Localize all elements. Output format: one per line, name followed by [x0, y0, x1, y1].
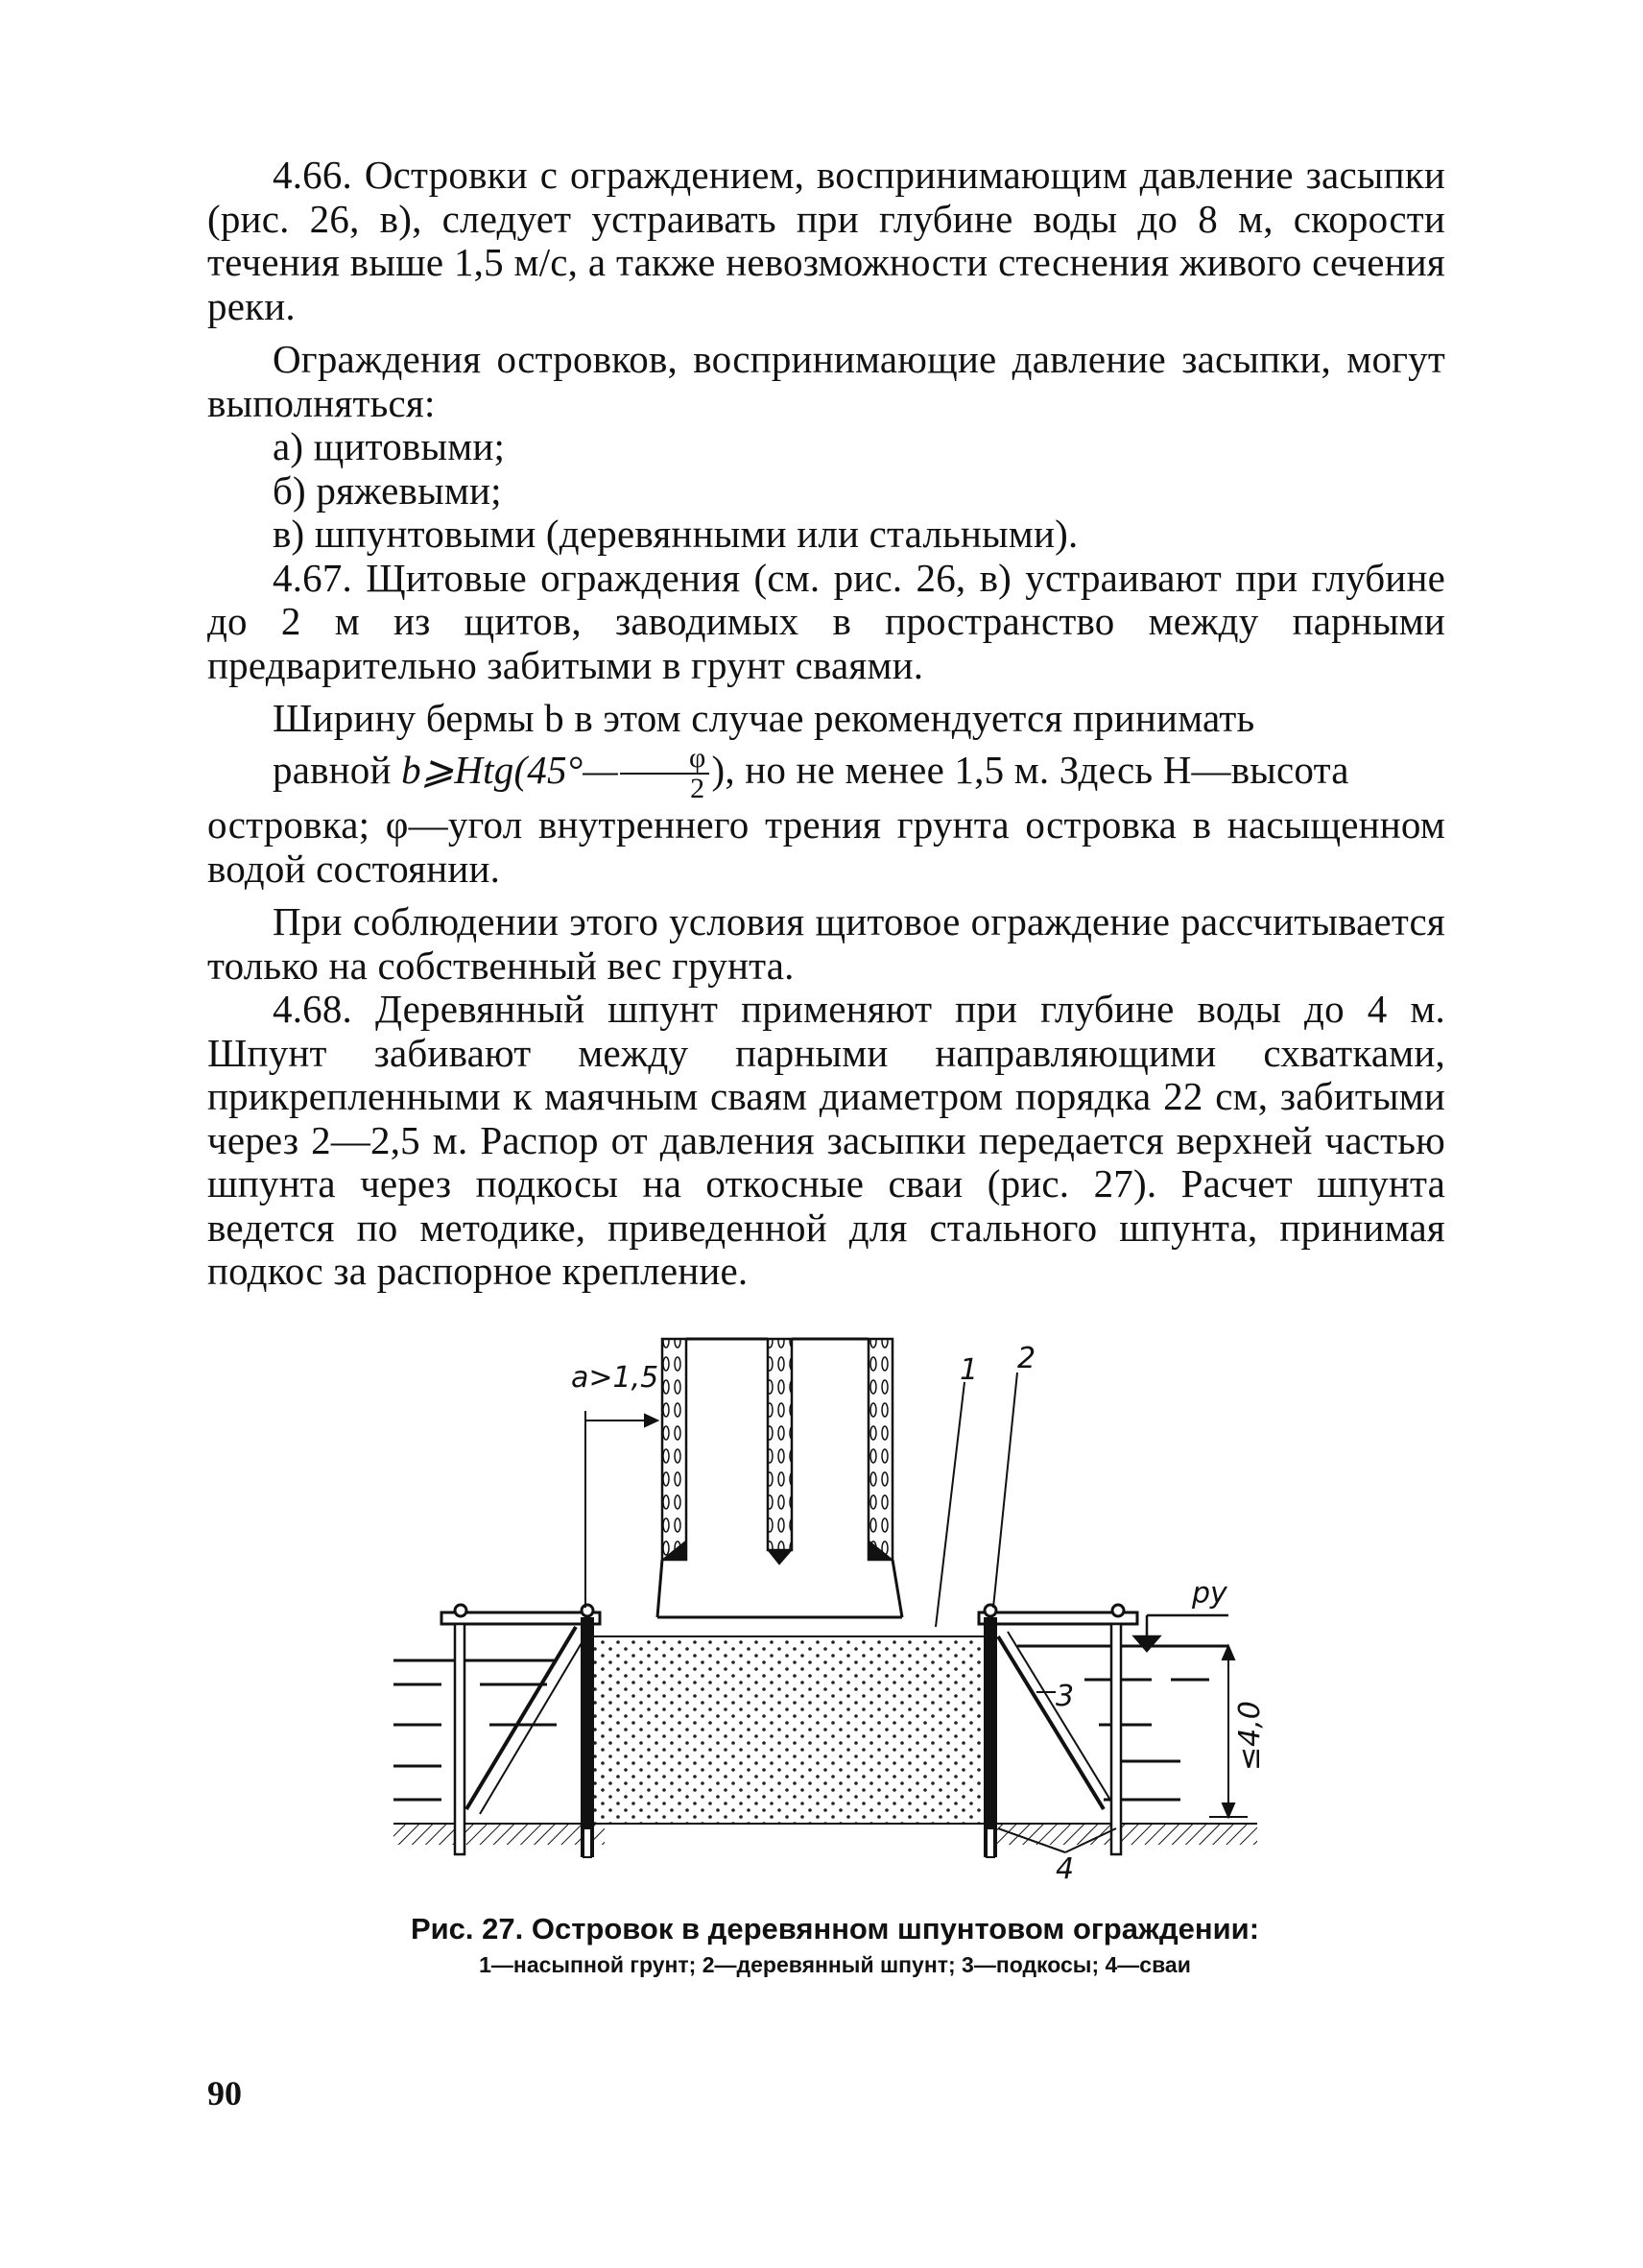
label-sheet-pile: 2 — [1017, 1342, 1036, 1375]
page-number: 90 — [207, 2074, 242, 2113]
label-depth: ≤4,0 — [1233, 1701, 1267, 1771]
left-sheet-pile — [581, 1617, 594, 1857]
formula-main: b⩾Htg(45°— — [401, 747, 618, 792]
label-fill-soil: 1 — [960, 1353, 979, 1387]
formula-line — [207, 741, 1445, 804]
label-load: py — [1192, 1577, 1227, 1611]
fill-soil — [585, 1636, 988, 1824]
label-berm: a>1,5 — [571, 1361, 659, 1395]
superstructure — [657, 1339, 902, 1617]
figure-27-diagram — [384, 1329, 1267, 1886]
ground-left — [393, 1824, 605, 1845]
paragraph-load-condition: При соблюдении этого условия щитовое ограждение рассчитывается только на собственный вес грунта. — [207, 899, 1445, 988]
formula-fraction — [620, 744, 710, 803]
list-item-b: б) ряжевыми; — [273, 467, 502, 513]
sheet-pile-island-drawing — [384, 1329, 1267, 1886]
list-item-a: а) щитовыми; — [273, 424, 506, 468]
caption-legend: 1—насыпной грунт; 2—деревянный шпунт; 3—подкосы; 4—сваи — [479, 1952, 1191, 1977]
left-strut — [466, 1627, 576, 1809]
left-outer-pile — [455, 1624, 464, 1854]
formula-suffix: ), но не менее 1,5 м. Здесь H—высота — [711, 747, 1349, 792]
right-outer-pile — [1111, 1624, 1121, 1854]
right-strut — [998, 1636, 1104, 1809]
paragraph-4-66: 4.66. Островки с ограждением, воспринимающим давление засыпки (рис. 26, в), следует устраивать при глубине воды до 8 м, скорости течения выше 1,5 м/с, а также невозможности стеснения живого сечения реки. — [207, 153, 1445, 328]
list-item-c: в) шпунтовыми (деревянными или стальными). — [273, 512, 1079, 556]
label-strut: 3 — [1056, 1680, 1075, 1713]
formula-prefix: равной — [273, 747, 402, 792]
right-sheet-pile — [984, 1617, 997, 1857]
caption-title: Рис. 27. Островок в деревянном шпунтовом ограждении: — [410, 1912, 1260, 1946]
paragraph-berm-width: Ширину бермы b в этом случае рекомендуется принимать — [273, 696, 1255, 740]
ground-right — [988, 1824, 1257, 1845]
formula-denominator: 2 — [690, 773, 705, 805]
label-piles: 4 — [1056, 1852, 1075, 1886]
figure-caption — [403, 1912, 1267, 1978]
paragraph-4-67: 4.67. Щитовые ограждения (см. рис. 26, в) устраивают при глубине до 2 м из щитов, заводимых в пространство между парными предварительно забитыми в грунт сваями. — [207, 555, 1445, 687]
paragraph-4-66-list-intro: Ограждения островков, воспринимающие давление засыпки, могут выполняться: — [207, 337, 1445, 425]
berm-dimension — [585, 1411, 657, 1608]
paragraph-4-68: 4.68. Деревянный шпунт применяют при глубине воды до 4 м. Шпунт забивают между парными направляющими схватками, прикрепленными к маячным сваям диаметром порядка 22 см, забитыми через 2—2,5 м. Распор от давления засыпки передается верхней частью шпунта через подкосы на откосные сваи (рис. 27). Расчет шпунта ведется по методике, приведенной для стального шпунта, принимая подкос за распорное крепление. — [207, 987, 1445, 1294]
water-lines-left — [393, 1660, 557, 1800]
body-text — [207, 154, 1445, 1294]
paragraph-berm-width-end: островка; φ—угол внутреннего трения грунта островка в насыщенном водой состоянии. — [207, 802, 1445, 891]
formula-numerator: φ — [620, 744, 710, 775]
